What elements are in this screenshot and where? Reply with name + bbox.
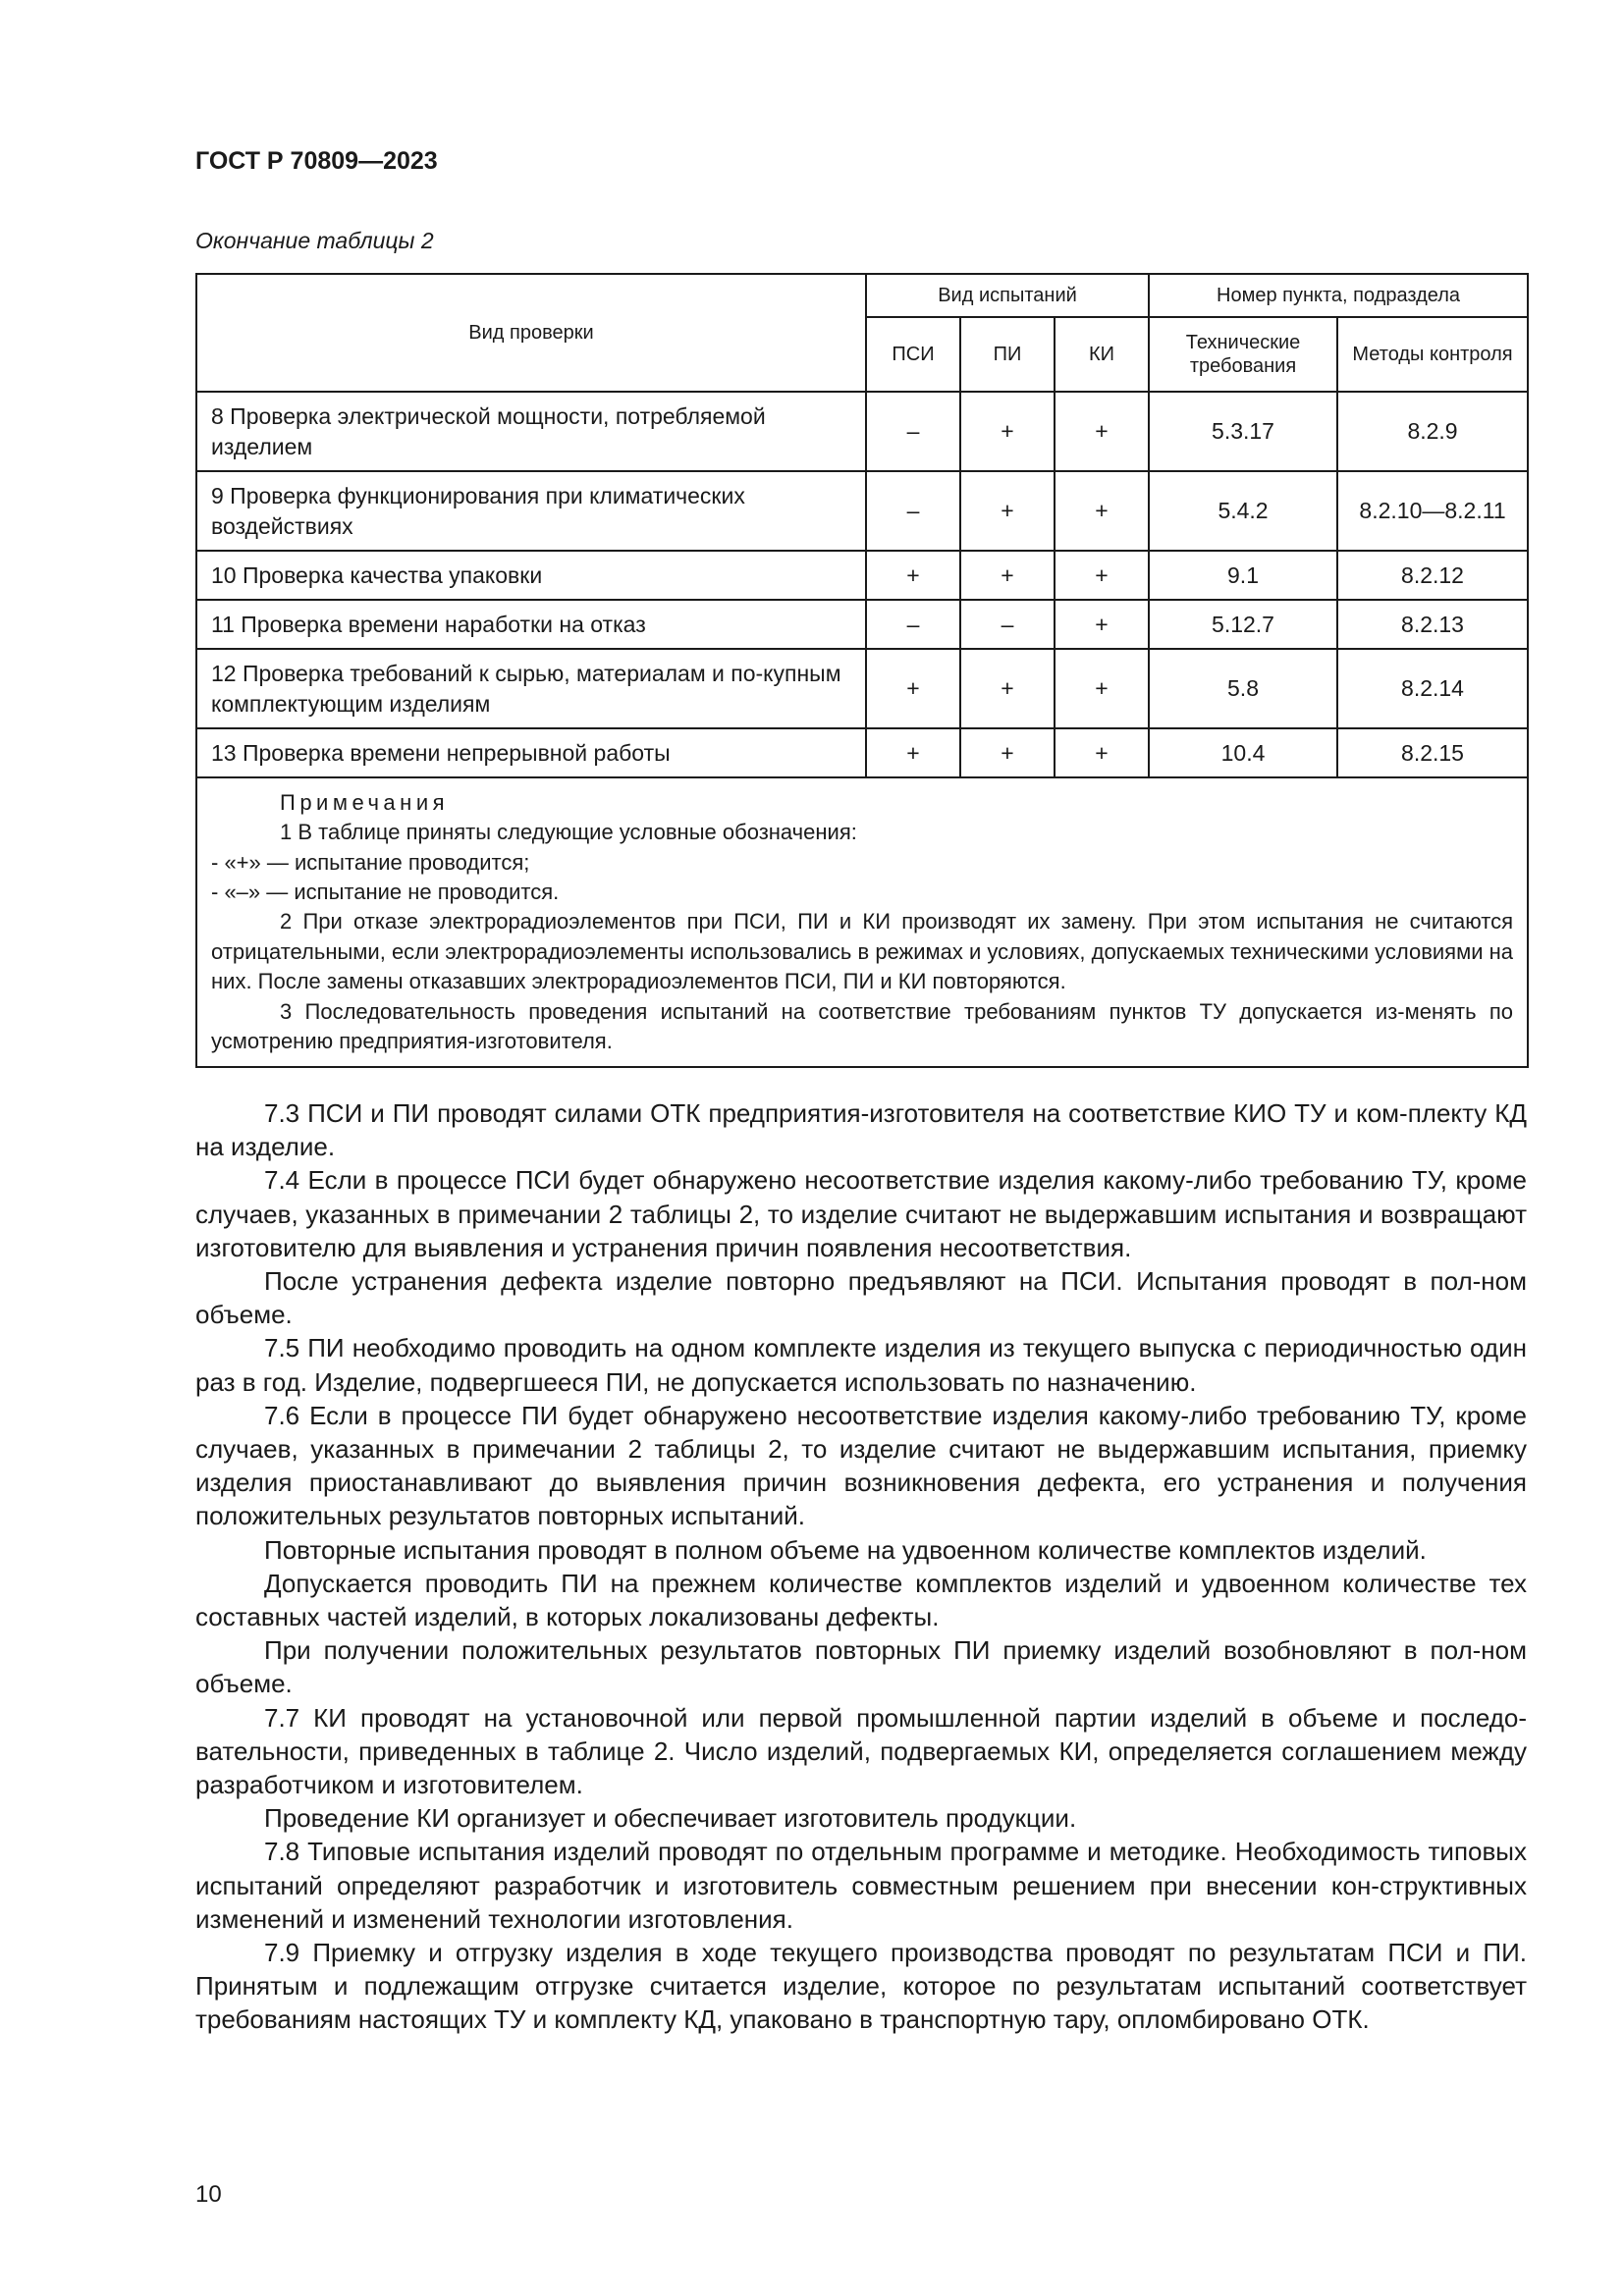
row-psi: –	[866, 392, 960, 471]
row-method: 8.2.14	[1337, 649, 1528, 728]
row-ki: +	[1055, 392, 1149, 471]
row-req: 5.3.17	[1149, 392, 1337, 471]
row-pi: +	[960, 728, 1055, 777]
row-req: 5.8	[1149, 649, 1337, 728]
row-ki: +	[1055, 649, 1149, 728]
note-3: 3 Последовательность проведения испытаний на соответствие требованиям пунктов ТУ допускается из-менять по усмотрению предприятия-изготовителя.	[211, 998, 1514, 1053]
row-req: 10.4	[1149, 728, 1337, 777]
table-notes	[196, 777, 1528, 1067]
row-check-name: 12 Проверка требований к сырью, материалам и по-купным комплектующим изделиям	[196, 649, 866, 728]
table-row	[196, 471, 1528, 551]
page-number: 10	[195, 2181, 222, 2208]
table-row	[196, 649, 1528, 728]
row-req: 9.1	[1149, 551, 1337, 600]
row-pi: +	[960, 471, 1055, 551]
paragraph: Допускается проводить ПИ на прежнем количестве комплектов изделий и удвоенном количестве тех составных частей изделий, в которых локализованы дефекты.	[195, 1568, 1527, 1632]
paragraph: Проведение КИ организует и обеспечивает изготовитель продукции.	[264, 1803, 1077, 1834]
paragraph-7-5: 7.5 ПИ необходимо проводить на одном комплекте изделия из текущего выпуска с периодичностью один раз в год. Изделие, подвергшееся ПИ, не допускается использовать по назначению.	[195, 1333, 1527, 1397]
table-continuation-label: Окончание таблицы 2	[195, 228, 434, 253]
note-1-plus: - «+» — испытание проводится;	[211, 849, 530, 875]
table-row	[196, 392, 1528, 471]
row-ki: +	[1055, 728, 1149, 777]
table-row	[196, 600, 1528, 649]
row-method: 8.2.15	[1337, 728, 1528, 777]
paragraph-7-3: 7.3 ПСИ и ПИ проводят силами ОТК предприятия-изготовителя на соответствие КИО ТУ и ком-плекту КД на изделие.	[195, 1098, 1527, 1162]
header-ki: КИ	[1055, 317, 1149, 392]
row-ki: +	[1055, 471, 1149, 551]
row-method: 8.2.9	[1337, 392, 1528, 471]
row-check-name: 9 Проверка функционирования при климатических воздействиях	[196, 471, 866, 551]
row-pi: +	[960, 392, 1055, 471]
row-pi: –	[960, 600, 1055, 649]
paragraph-7-9: 7.9 Приемку и отгрузку изделия в ходе текущего производства проводят по результатам ПСИ и ПИ. Принятым и подлежащим отгрузке считается изделие, которое по результатам испытаний соответствует требованиям настоящих ТУ и комплекту КД, упаковано в транспортную тару, опломбировано ОТК.	[195, 1938, 1527, 2035]
row-psi: +	[866, 728, 960, 777]
body-text	[195, 1096, 1527, 2037]
row-method: 8.2.13	[1337, 600, 1528, 649]
row-pi: +	[960, 551, 1055, 600]
header-clause-number: Номер пункта, подраздела	[1149, 274, 1528, 317]
standard-id: ГОСТ Р 70809—2023	[195, 147, 438, 175]
row-psi: –	[866, 600, 960, 649]
row-psi: –	[866, 471, 960, 551]
notes-title: Примечания	[280, 790, 450, 815]
row-ki: +	[1055, 600, 1149, 649]
row-psi: +	[866, 649, 960, 728]
paragraph-7-8: 7.8 Типовые испытания изделий проводят по отдельным программе и методике. Необходимость типовых испытаний определяют разработчик и изготовитель совместным решением при внесении кон-структивных изменений и изменений технологии изготовления.	[195, 1837, 1527, 1934]
row-check-name: 11 Проверка времени наработки на отказ	[196, 600, 866, 649]
header-check-type: Вид проверки	[196, 274, 866, 392]
note-1: 1 В таблице приняты следующие условные обозначения:	[280, 820, 857, 845]
paragraph: При получении положительных результатов повторных ПИ приемку изделий возобновляют в пол-ном объеме.	[195, 1635, 1527, 1699]
paragraph-7-6: 7.6 Если в процессе ПИ будет обнаружено несоответствие изделия какому-либо требованию ТУ, кроме случаев, указанных в примечании 2 таблицы 2, то изделие считают не выдержавшим испытания, приемку изделия приостанавливают до выявления причин возникновения дефекта, его устранения и получения положительных результатов повторных испытаний.	[195, 1400, 1527, 1531]
row-method: 8.2.12	[1337, 551, 1528, 600]
header-pi: ПИ	[960, 317, 1055, 392]
tests-table	[195, 273, 1529, 1068]
row-check-name: 10 Проверка качества упаковки	[196, 551, 866, 600]
paragraph-7-4: 7.4 Если в процессе ПСИ будет обнаружено несоответствие изделия какому-либо требованию ТУ, кроме случаев, указанных в примечании 2 таблицы 2, то изделие считают не выдержавшим испытания и возвращают изготовителю для выявления и устранения причин появления несоответствия.	[195, 1165, 1527, 1262]
header-methods: Методы контроля	[1337, 317, 1528, 392]
row-req: 5.12.7	[1149, 600, 1337, 649]
note-2: 2 При отказе электрорадиоэлементов при ПСИ, ПИ и КИ производят их замену. При этом испытания не считаются отрицательными, если электрорадиоэлементы использовались в режимах и условиях, допускаемых техническими условиями на них. После замены отказавших электрорадиоэлементов ПСИ, ПИ и КИ повторяются.	[211, 909, 1514, 994]
paragraph-7-7: 7.7 КИ проводят на установочной или первой промышленной партии изделий в объеме и последо-вательности, приведенных в таблице 2. Число изделий, подвергаемых КИ, определяется соглашением между разработчиком и изготовителем.	[195, 1702, 1527, 1800]
header-tech-req: Технические требования	[1149, 317, 1337, 392]
header-test-type: Вид испытаний	[866, 274, 1149, 317]
row-method: 8.2.10—8.2.11	[1337, 471, 1528, 551]
paragraph: Повторные испытания проводят в полном объеме на удвоенном количестве комплектов изделий.	[264, 1534, 1427, 1565]
row-ki: +	[1055, 551, 1149, 600]
row-req: 5.4.2	[1149, 471, 1337, 551]
row-psi: +	[866, 551, 960, 600]
paragraph: После устранения дефекта изделие повторно предъявляют на ПСИ. Испытания проводят в пол-ном объеме.	[195, 1266, 1527, 1330]
row-check-name: 13 Проверка времени непрерывной работы	[196, 728, 866, 777]
note-1-minus: - «–» — испытание не проводится.	[211, 880, 560, 905]
header-psi: ПСИ	[866, 317, 960, 392]
row-pi: +	[960, 649, 1055, 728]
table-row	[196, 728, 1528, 777]
row-check-name: 8 Проверка электрической мощности, потребляемой изделием	[196, 392, 866, 471]
table-row	[196, 551, 1528, 600]
